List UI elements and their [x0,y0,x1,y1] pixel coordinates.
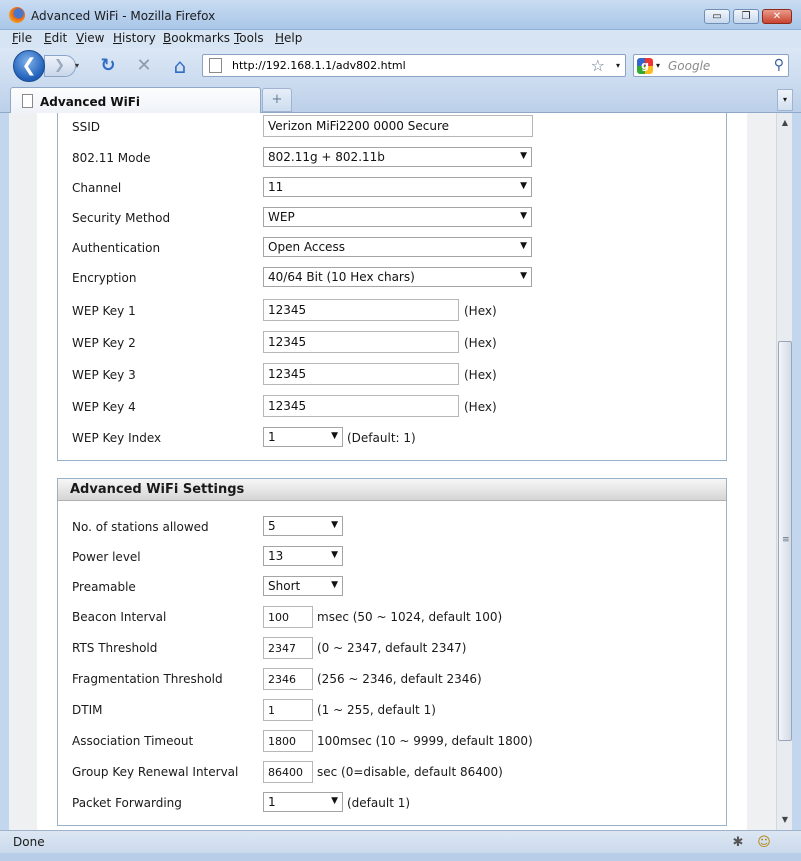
history-dropdown-icon[interactable]: ▾ [75,61,80,70]
search-engine-dropdown-icon[interactable]: ▾ [656,61,661,70]
packet-forwarding-select[interactable] [263,792,343,812]
chevron-down-icon: ▼ [331,431,338,441]
wep-key-2-note: (Hex) [464,336,497,350]
menu-help[interactable]: Help [275,31,303,45]
close-button[interactable]: ✕ [762,9,792,24]
stations-allowed-select[interactable] [263,516,343,536]
tab-label: Advanced WiFi [40,95,141,109]
fragmentation-threshold-label: Fragmentation Threshold [72,672,223,686]
section-header [58,479,726,501]
wep-key-3-label: WEP Key 3 [72,368,136,382]
mode-value: 802.11g + 802.11b [268,150,385,164]
status-bar [0,830,801,853]
encryption-select[interactable] [263,267,532,287]
channel-select[interactable] [263,177,532,197]
home-icon[interactable]: ⌂ [173,54,187,78]
chevron-down-icon: ▼ [520,151,527,161]
group-key-renewal-input[interactable]: 86400 [263,761,313,783]
preamble-label: Preamable [72,580,136,594]
chevron-down-icon: ▼ [331,520,338,530]
security-method-value: WEP [268,210,295,224]
url-bar[interactable] [202,54,626,77]
tab-bar [0,84,801,113]
group-key-renewal-note: sec (0=disable, default 86400) [317,765,503,779]
wep-key-index-note: (Default: 1) [347,431,416,445]
menu-view[interactable]: View [76,31,105,45]
minimize-button[interactable]: ▭ [704,9,730,24]
vertical-scrollbar[interactable] [776,113,792,830]
channel-value: 11 [268,180,284,194]
wep-key-1-label: WEP Key 1 [72,304,136,318]
stop-icon[interactable]: ✕ [136,55,152,76]
page-icon [209,58,222,73]
wifi-basic-settings-section [57,113,727,461]
page-viewport [9,113,776,830]
menu-file[interactable]: File [12,31,33,45]
power-level-label: Power level [72,550,141,564]
fragmentation-threshold-note: (256 ~ 2346, default 2346) [317,672,482,686]
firefox-icon [9,7,25,23]
search-input[interactable]: Google [668,59,711,73]
power-level-value: 13 [268,549,284,563]
wep-key-1-input[interactable]: 12345 [263,299,459,321]
rts-threshold-label: RTS Threshold [72,641,158,655]
association-timeout-note: 100msec (10 ~ 9999, default 1800) [317,734,533,748]
dtim-note: (1 ~ 255, default 1) [317,703,436,717]
channel-label: Channel [72,181,122,195]
menu-bookmarks[interactable]: Bookmarks [163,31,231,45]
chevron-down-icon: ▼ [331,580,338,590]
encryption-label: Encryption [72,271,137,285]
group-key-renewal-label: Group Key Renewal Interval [72,765,239,779]
scroll-down-arrow-icon[interactable]: ▼ [781,815,789,824]
wep-key-index-label: WEP Key Index [72,431,162,445]
menu-edit[interactable]: Edit [44,31,68,45]
scrollbar-thumb[interactable] [778,341,792,741]
page-content [37,113,747,830]
tab-advanced-wifi[interactable] [10,87,261,114]
packet-forwarding-value: 1 [268,795,276,809]
security-method-label: Security Method [72,211,171,225]
wep-key-3-note: (Hex) [464,368,497,382]
window-frame-left [0,113,9,830]
advanced-wifi-settings-section [57,478,727,826]
security-method-select[interactable] [263,207,532,227]
association-timeout-label: Association Timeout [72,734,194,748]
addon-smiley-icon[interactable]: ☺ [757,835,771,850]
chevron-down-icon: ▼ [331,550,338,560]
preamble-select[interactable] [263,576,343,596]
association-timeout-input[interactable]: 1800 [263,730,313,752]
window-frame-bottom [0,853,801,861]
url-text[interactable]: http://192.168.1.1/adv802.html [232,59,406,72]
title-bar [0,0,801,30]
tab-list-button[interactable]: ▾ [777,89,793,111]
forward-button[interactable]: ❯ [44,55,76,77]
wep-key-2-input[interactable]: 12345 [263,331,459,353]
search-bar[interactable] [633,54,789,77]
menu-history[interactable]: History [113,31,156,45]
search-icon[interactable]: ⚲ [773,57,784,73]
wep-key-4-label: WEP Key 4 [72,400,136,414]
fragmentation-threshold-input[interactable]: 2346 [263,668,313,690]
packet-forwarding-label: Packet Forwarding [72,796,182,810]
rts-threshold-input[interactable]: 2347 [263,637,313,659]
reload-icon[interactable]: ↻ [100,55,116,76]
chevron-down-icon: ▼ [520,181,527,191]
google-icon[interactable]: g [637,58,653,74]
encryption-value: 40/64 Bit (10 Hex chars) [268,270,415,284]
page-icon [22,94,33,108]
mode-select[interactable] [263,147,532,167]
wep-key-index-select[interactable] [263,427,343,447]
ssid-input[interactable]: Verizon MiFi2200 0000 Secure [263,115,533,137]
beacon-interval-note: msec (50 ~ 1024, default 100) [317,610,503,624]
window-frame-right [792,113,801,830]
power-level-select[interactable] [263,546,343,566]
chevron-down-icon: ▼ [331,796,338,806]
packet-forwarding-note: (default 1) [347,796,411,810]
chevron-down-icon: ▼ [520,271,527,281]
dtim-label: DTIM [72,703,103,717]
new-tab-button[interactable]: + [262,88,292,112]
scroll-up-arrow-icon[interactable]: ▲ [781,118,789,127]
wep-key-1-note: (Hex) [464,304,497,318]
wep-key-index-value: 1 [268,430,276,444]
preamble-value: Short [268,579,301,593]
status-text: Done [13,835,45,849]
wep-key-3-input[interactable]: 12345 [263,363,459,385]
wep-key-4-note: (Hex) [464,400,497,414]
authentication-select[interactable] [263,237,532,257]
dtim-input[interactable]: 1 [263,699,313,721]
back-button[interactable]: ❮ [13,50,45,82]
window-title: Advanced WiFi - Mozilla Firefox [31,9,216,23]
mode-label: 802.11 Mode [72,151,151,165]
wep-key-4-input[interactable]: 12345 [263,395,459,417]
maximize-button[interactable]: ❐ [733,9,759,24]
wep-key-2-label: WEP Key 2 [72,336,136,350]
rts-threshold-note: (0 ~ 2347, default 2347) [317,641,467,655]
bug-icon[interactable]: ✱ [732,835,744,850]
section-title: Advanced WiFi Settings [70,482,245,497]
url-dropdown-icon[interactable]: ▾ [615,61,620,70]
authentication-label: Authentication [72,241,161,255]
authentication-value: Open Access [268,240,345,254]
beacon-interval-input[interactable]: 100 [263,606,313,628]
beacon-interval-label: Beacon Interval [72,610,167,624]
ssid-label: SSID [72,120,101,134]
menu-tools[interactable]: Tools [234,31,264,45]
scrollbar-grip-icon: ≡ [782,535,790,545]
chevron-down-icon: ▼ [520,241,527,251]
menu-bar [0,30,801,48]
chevron-down-icon: ▼ [520,211,527,221]
stations-allowed-label: No. of stations allowed [72,520,209,534]
bookmark-star-icon[interactable]: ☆ [590,56,605,75]
navigation-toolbar [0,48,801,84]
stations-allowed-value: 5 [268,519,276,533]
